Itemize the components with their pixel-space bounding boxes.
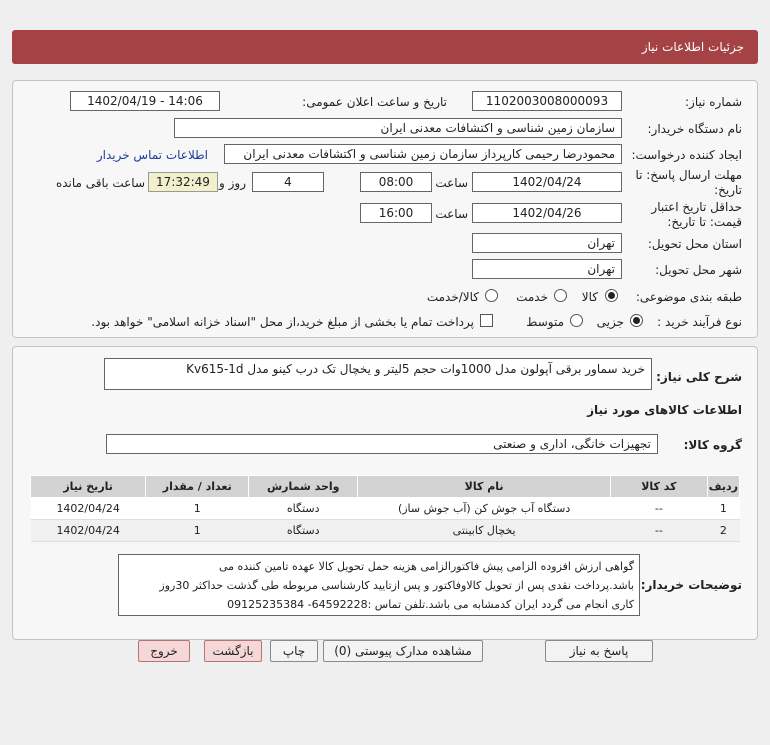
treasury-payment-note: پرداخت تمام یا بخشی از مبلغ خرید،از محل "اسناد خزانه اسلامی" خواهد بود. (91, 315, 474, 329)
col-code: کد کالا (610, 476, 707, 498)
deadline-date-field: 1402/04/24 (472, 172, 622, 192)
cell-name: دستگاه آب جوش کن (آب جوش ساز) (358, 498, 611, 520)
buyer-org-field: سازمان زمین شناسی و اکتشافات معدنی ایران (174, 118, 622, 138)
col-name: نام کالا (358, 476, 611, 498)
remaining-time-label: ساعت باقی مانده (55, 176, 145, 190)
goods-group-field: تجهیزات خانگی، اداری و صنعتی (106, 434, 658, 454)
buyer-notes-field (118, 554, 640, 616)
reply-button[interactable]: پاسخ به نیاز (545, 640, 653, 662)
category-radio-service[interactable] (554, 289, 567, 302)
cell-row: 1 (707, 498, 739, 520)
delivery-province-field: تهران (472, 233, 622, 253)
view-attachments-button[interactable]: مشاهده مدارک پیوستی (0) (323, 640, 483, 662)
deadline-label-line1: مهلت ارسال پاسخ: تا (635, 168, 742, 182)
goods-table (30, 475, 740, 542)
cell-unit: دستگاه (249, 520, 358, 542)
col-unit: واحد شمارش (249, 476, 358, 498)
delivery-city-label: شهر محل تحویل: (655, 263, 742, 277)
creator-label: ایجاد کننده درخواست: (631, 148, 742, 162)
category-option-goods-service: کالا/خدمت (426, 290, 479, 304)
category-radio-goods-service[interactable] (485, 289, 498, 302)
cell-qty: 1 (146, 498, 249, 520)
delivery-province-label: استان محل تحویل: (647, 237, 742, 251)
buyer-notes-line: باشد.پرداخت نقدی پس از تحویل کالاوفاکتور و پس ازتایید کارشناسی مربوطه طی گذشت حداکثر 30روز (159, 579, 634, 592)
treasury-payment-checkbox[interactable] (480, 314, 493, 327)
validity-time-field: 16:00 (360, 203, 432, 223)
goods-group-label: گروه کالا: (683, 438, 742, 452)
remaining-time-field: 17:32:49 (148, 172, 218, 192)
exit-button[interactable]: خروج (138, 640, 190, 662)
col-row: ردیف (707, 476, 739, 498)
cell-code: -- (610, 520, 707, 542)
buyer-notes-label: توضیحات خریدار: (640, 578, 742, 592)
table-row (31, 498, 740, 520)
cell-code: -- (610, 498, 707, 520)
need-number-label: شماره نیاز: (685, 95, 742, 109)
cell-qty: 1 (146, 520, 249, 542)
page-title: جزئیات اطلاعات نیاز (641, 40, 744, 54)
cell-date: 1402/04/24 (31, 498, 146, 520)
delivery-city-field: تهران (472, 259, 622, 279)
announce-label: تاریخ و ساعت اعلان عمومی: (302, 95, 447, 109)
col-qty: تعداد / مقدار (146, 476, 249, 498)
back-button[interactable]: بازگشت (204, 640, 262, 662)
category-label: طبقه بندی موضوعی: (635, 290, 742, 304)
print-button[interactable]: چاپ (270, 640, 318, 662)
category-radio-goods[interactable] (605, 289, 618, 302)
purchase-type-label: نوع فرآیند خرید : (657, 315, 742, 329)
category-option-goods: کالا (581, 290, 598, 304)
creator-field: محمودرضا رحیمی کارپرداز سازمان زمین شناسی و اکتشافات معدنی ایران (224, 144, 622, 164)
purchase-type-option-minor: جزیی (596, 315, 624, 329)
cell-date: 1402/04/24 (31, 520, 146, 542)
cell-name: یخچال کابینتی (358, 520, 611, 542)
validity-label-line1: حداقل تاریخ اعتبار (651, 200, 742, 214)
goods-section-title: اطلاعات کالاهای مورد نیاز (587, 403, 742, 417)
purchase-type-radio-medium[interactable] (570, 314, 583, 327)
cell-unit: دستگاه (249, 498, 358, 520)
summary-label: شرح کلی نیاز: (656, 370, 742, 384)
category-option-service: خدمت (516, 290, 548, 304)
validity-label-line2: قیمت: تا تاریخ: (667, 215, 742, 229)
buyer-contact-link[interactable]: اطلاعات تماس خریدار (96, 148, 208, 162)
deadline-days-field: 4 (252, 172, 324, 192)
need-number-field: 1102003008000093 (472, 91, 622, 111)
col-date: تاریخ نیاز (31, 476, 146, 498)
purchase-type-option-medium: متوسط (526, 315, 564, 329)
validity-time-label: ساعت (435, 207, 468, 221)
deadline-time-label: ساعت (435, 176, 468, 190)
buyer-notes-line: کاری انجام می گردد ایران کدمشابه می باشد.تلفن تماس :64592228- 09125235384 (227, 598, 634, 611)
validity-date-field: 1402/04/26 (472, 203, 622, 223)
cell-row: 2 (707, 520, 739, 542)
buyer-notes-line: گواهی ارزش افزوده الزامی پیش فاکتورالزامی هزینه حمل تحویل کالا عهده تامین کننده می (219, 560, 634, 573)
deadline-days-label: روز و (219, 176, 246, 190)
deadline-time-field: 08:00 (360, 172, 432, 192)
goods-table-header (31, 476, 740, 498)
table-row (31, 520, 740, 542)
purchase-type-radio-minor[interactable] (630, 314, 643, 327)
summary-field: خرید سماور برقی آپولون مدل 1000وات حجم 5لیتر و یخچال تک درب کینو مدل Kv615-1d (104, 358, 652, 390)
announce-datetime-field: 1402/04/19 - 14:06 (70, 91, 220, 111)
page-title-bar (12, 30, 758, 64)
buyer-org-label: نام دستگاه خریدار: (647, 122, 742, 136)
deadline-label-line2: تاریخ: (714, 183, 742, 197)
